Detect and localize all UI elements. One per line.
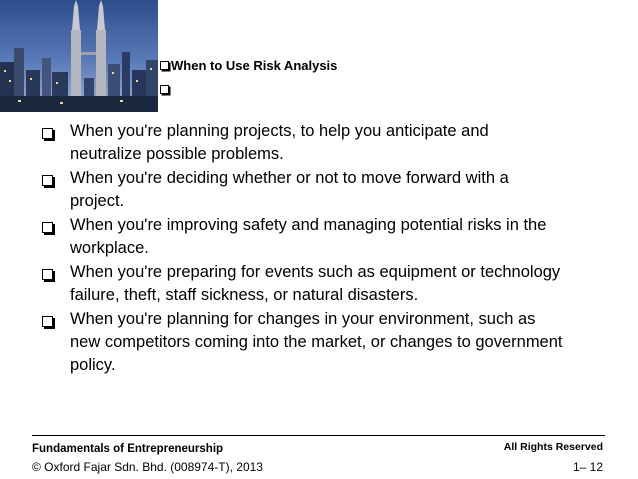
bullet-text: When you're preparing for events such as equipment or technology failure, theft, staff sickness, or natural disasters. — [70, 263, 561, 304]
bullet-text: When you're planning for changes in your environment, such as new competitors coming into the market, or changes to government policy. — [70, 310, 563, 374]
square-bullet-icon — [42, 222, 53, 233]
list-item — [42, 167, 607, 213]
bullet-text: When you're improving safety and managing potential risks in the workplace. — [70, 216, 547, 257]
square-bullet-icon — [160, 85, 169, 94]
list-item — [42, 261, 607, 307]
list-item — [42, 214, 607, 260]
square-bullet-icon — [42, 175, 53, 186]
book-title: Fundamentals of Entrepreneurship — [32, 443, 224, 455]
list-item — [42, 120, 607, 166]
square-bullet-icon — [42, 128, 53, 139]
bullet-list — [42, 120, 607, 378]
list-item — [42, 308, 607, 377]
city-skyline-photo — [0, 0, 158, 112]
copyright-notice: © Oxford Fajar Sdn. Bhd. (008974-T), 2013 — [32, 460, 263, 474]
empty-sub-bullet — [160, 81, 169, 99]
page-number: 1– 12 — [572, 460, 603, 474]
footer-divider — [32, 435, 605, 436]
rights-notice: All Rights Reserved — [503, 441, 603, 453]
bullet-text: When you're planning projects, to help you anticipate and neutralize possible problems. — [70, 122, 489, 163]
square-bullet-icon — [160, 61, 169, 70]
bullet-text: When you're deciding whether or not to move forward with a project. — [70, 169, 509, 210]
slide-title — [160, 58, 337, 73]
slide-title-text: When to Use Risk Analysis — [171, 58, 338, 73]
square-bullet-icon — [42, 316, 53, 327]
square-bullet-icon — [42, 269, 53, 280]
